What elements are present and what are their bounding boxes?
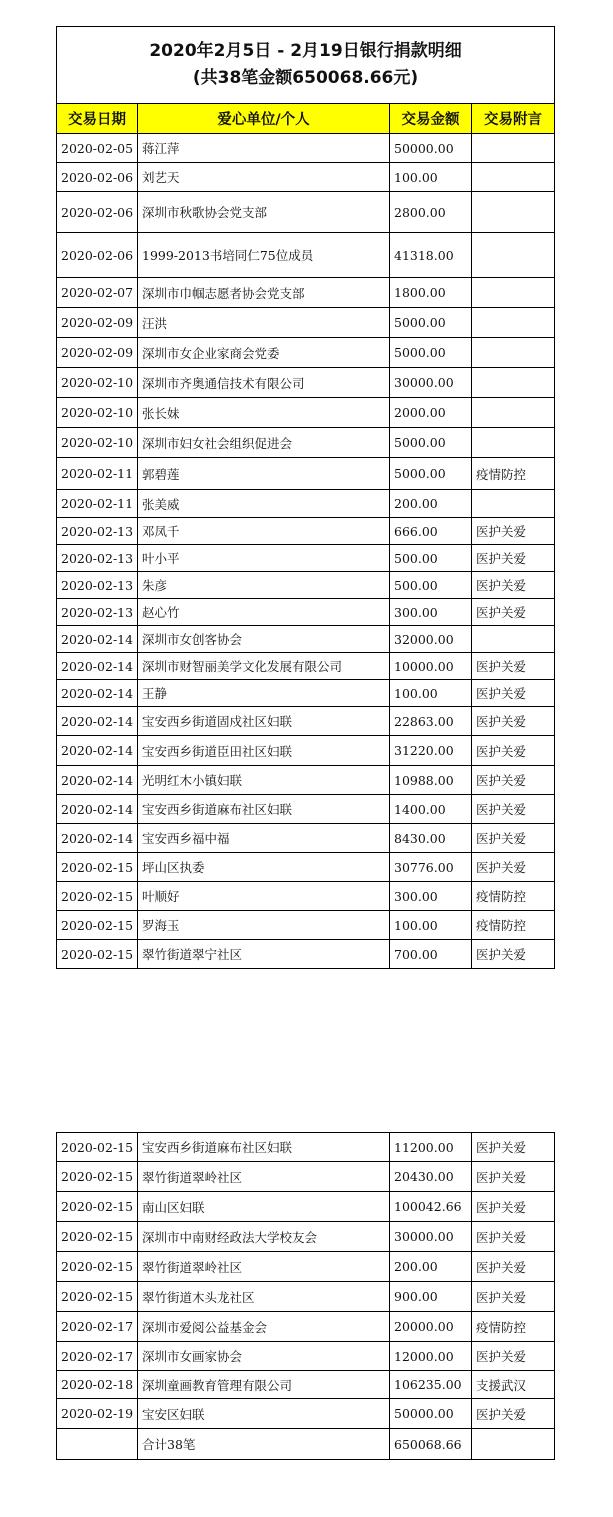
note-cell (472, 163, 555, 192)
date-cell: 2020-02-05 (57, 134, 138, 163)
date-cell: 2020-02-15 (57, 911, 138, 940)
note-cell: 支援武汉 (472, 1371, 555, 1399)
note-cell (472, 368, 555, 398)
note-cell: 医护关爱 (472, 853, 555, 882)
table-row (57, 163, 555, 192)
note-cell: 医护关爱 (472, 1162, 555, 1192)
donation-table-page-1 (56, 26, 555, 969)
donor-cell: 赵心竹 (138, 599, 390, 626)
amount-cell: 8430.00 (390, 824, 472, 853)
donor-cell: 罗海玉 (138, 911, 390, 940)
note-cell: 医护关爱 (472, 736, 555, 766)
donor-cell: 张长妹 (138, 398, 390, 428)
amount-cell: 100042.66 (390, 1192, 472, 1222)
donor-cell: 邓凤千 (138, 518, 390, 545)
amount-cell: 1400.00 (390, 795, 472, 824)
date-cell: 2020-02-15 (57, 1133, 138, 1162)
amount-cell: 50000.00 (390, 134, 472, 163)
total-date-cell (57, 1429, 138, 1460)
note-cell: 医护关爱 (472, 599, 555, 626)
amount-cell: 300.00 (390, 882, 472, 911)
table-row (57, 736, 555, 766)
donor-cell: 叶顺好 (138, 882, 390, 911)
note-cell: 医护关爱 (472, 572, 555, 599)
total-note-cell (472, 1429, 555, 1460)
date-cell: 2020-02-10 (57, 398, 138, 428)
donor-cell: 深圳市秋歌协会党支部 (138, 192, 390, 233)
donor-cell: 深圳市女创客协会 (138, 626, 390, 653)
table-row (57, 398, 555, 428)
table-row (57, 911, 555, 940)
date-cell: 2020-02-06 (57, 163, 138, 192)
amount-cell: 10988.00 (390, 766, 472, 795)
date-cell: 2020-02-15 (57, 940, 138, 969)
date-cell: 2020-02-10 (57, 368, 138, 398)
table-row (57, 518, 555, 545)
table-row (57, 545, 555, 572)
amount-cell: 5000.00 (390, 308, 472, 338)
date-cell: 2020-02-11 (57, 458, 138, 490)
note-cell (472, 490, 555, 518)
note-cell (472, 428, 555, 458)
donor-cell: 宝安西乡街道固戍社区妇联 (138, 707, 390, 736)
table-row (57, 1282, 555, 1312)
table-row (57, 626, 555, 653)
donor-cell: 深圳市齐奥通信技术有限公司 (138, 368, 390, 398)
title-line-1: 2020年2月5日 - 2月19日银行捐款明细 (149, 41, 462, 61)
note-cell (472, 233, 555, 278)
donor-cell: 南山区妇联 (138, 1192, 390, 1222)
note-cell: 医护关爱 (472, 1192, 555, 1222)
note-cell: 医护关爱 (472, 940, 555, 969)
donor-cell: 翠竹街道翠宁社区 (138, 940, 390, 969)
donor-cell: 深圳市爱阅公益基金会 (138, 1312, 390, 1342)
donor-cell: 朱彦 (138, 572, 390, 599)
table-row (57, 766, 555, 795)
table-row (57, 653, 555, 680)
date-cell: 2020-02-14 (57, 680, 138, 707)
table-row (57, 490, 555, 518)
table-row (57, 824, 555, 853)
table-row (57, 707, 555, 736)
donor-cell: 深圳市女画家协会 (138, 1342, 390, 1371)
donor-cell: 翠竹街道翠岭社区 (138, 1162, 390, 1192)
table-row (57, 233, 555, 278)
amount-cell: 2000.00 (390, 398, 472, 428)
amount-cell: 500.00 (390, 545, 472, 572)
date-cell: 2020-02-14 (57, 707, 138, 736)
donor-cell: 郭碧莲 (138, 458, 390, 490)
note-cell (472, 308, 555, 338)
amount-cell: 100.00 (390, 680, 472, 707)
amount-cell: 20430.00 (390, 1162, 472, 1192)
date-cell: 2020-02-19 (57, 1399, 138, 1429)
donor-cell: 深圳市中南财经政法大学校友会 (138, 1222, 390, 1252)
note-cell: 疫情防控 (472, 458, 555, 490)
table-row (57, 853, 555, 882)
table-row (57, 1252, 555, 1282)
date-cell: 2020-02-06 (57, 233, 138, 278)
amount-cell: 30000.00 (390, 368, 472, 398)
date-cell: 2020-02-17 (57, 1312, 138, 1342)
note-cell (472, 192, 555, 233)
donor-cell: 宝安西乡福中福 (138, 824, 390, 853)
table-row (57, 940, 555, 969)
table-row (57, 1371, 555, 1399)
donor-cell: 宝安西乡街道麻布社区妇联 (138, 1133, 390, 1162)
table-row (57, 1399, 555, 1429)
table-row (57, 134, 555, 163)
note-cell: 医护关爱 (472, 766, 555, 795)
table-row (57, 572, 555, 599)
table-row (57, 458, 555, 490)
amount-cell: 30776.00 (390, 853, 472, 882)
donor-cell: 1999-2013书培同仁75位成员 (138, 233, 390, 278)
note-cell: 医护关爱 (472, 1282, 555, 1312)
table-row (57, 1342, 555, 1371)
amount-cell: 5000.00 (390, 428, 472, 458)
date-cell: 2020-02-14 (57, 766, 138, 795)
table-row (57, 338, 555, 368)
amount-cell: 12000.00 (390, 1342, 472, 1371)
table-row (57, 428, 555, 458)
date-cell: 2020-02-09 (57, 338, 138, 368)
amount-cell: 666.00 (390, 518, 472, 545)
date-cell: 2020-02-15 (57, 882, 138, 911)
note-cell: 疫情防控 (472, 1312, 555, 1342)
date-cell: 2020-02-14 (57, 626, 138, 653)
date-cell: 2020-02-07 (57, 278, 138, 308)
date-cell: 2020-02-15 (57, 1282, 138, 1312)
amount-cell: 106235.00 (390, 1371, 472, 1399)
donor-cell: 蒋江萍 (138, 134, 390, 163)
note-cell: 医护关爱 (472, 824, 555, 853)
note-cell (472, 134, 555, 163)
table-row (57, 308, 555, 338)
donor-cell: 宝安区妇联 (138, 1399, 390, 1429)
amount-cell: 11200.00 (390, 1133, 472, 1162)
amount-cell: 41318.00 (390, 233, 472, 278)
donor-cell: 宝安西乡街道臣田社区妇联 (138, 736, 390, 766)
donor-cell: 刘艺天 (138, 163, 390, 192)
table-row (57, 1133, 555, 1162)
donor-cell: 汪洪 (138, 308, 390, 338)
date-cell: 2020-02-06 (57, 192, 138, 233)
donor-cell: 深圳市妇女社会组织促进会 (138, 428, 390, 458)
amount-cell: 200.00 (390, 1252, 472, 1282)
header-date: 交易日期 (57, 104, 138, 134)
donor-cell: 翠竹街道翠岭社区 (138, 1252, 390, 1282)
note-cell: 医护关爱 (472, 680, 555, 707)
amount-cell: 50000.00 (390, 1399, 472, 1429)
header-amount: 交易金额 (390, 104, 472, 134)
date-cell: 2020-02-09 (57, 308, 138, 338)
table-row (57, 882, 555, 911)
donor-cell: 光明红木小镇妇联 (138, 766, 390, 795)
date-cell: 2020-02-15 (57, 853, 138, 882)
table-row (57, 599, 555, 626)
table-row (57, 795, 555, 824)
table-title (57, 27, 555, 104)
amount-cell: 2800.00 (390, 192, 472, 233)
date-cell: 2020-02-18 (57, 1371, 138, 1399)
amount-cell: 20000.00 (390, 1312, 472, 1342)
donation-table-page-2 (56, 1132, 555, 1460)
note-cell (472, 398, 555, 428)
title-line-2: (共38笔金额650068.66元) (192, 68, 419, 88)
header-row (57, 104, 555, 134)
note-cell: 疫情防控 (472, 882, 555, 911)
note-cell (472, 278, 555, 308)
donor-cell: 坪山区执委 (138, 853, 390, 882)
date-cell: 2020-02-13 (57, 572, 138, 599)
note-cell: 医护关爱 (472, 1399, 555, 1429)
donor-cell: 宝安西乡街道麻布社区妇联 (138, 795, 390, 824)
note-cell: 医护关爱 (472, 653, 555, 680)
date-cell: 2020-02-14 (57, 736, 138, 766)
amount-cell: 200.00 (390, 490, 472, 518)
header-note: 交易附言 (472, 104, 555, 134)
amount-cell: 10000.00 (390, 653, 472, 680)
amount-cell: 1800.00 (390, 278, 472, 308)
table-row (57, 1192, 555, 1222)
total-label-cell: 合计38笔 (138, 1429, 390, 1460)
amount-cell: 5000.00 (390, 458, 472, 490)
donor-cell: 深圳市女企业家商会党委 (138, 338, 390, 368)
donor-cell: 张美威 (138, 490, 390, 518)
table-row (57, 278, 555, 308)
note-cell: 医护关爱 (472, 545, 555, 572)
total-amount-cell: 650068.66 (390, 1429, 472, 1460)
amount-cell: 31220.00 (390, 736, 472, 766)
table-row (57, 1312, 555, 1342)
date-cell: 2020-02-13 (57, 545, 138, 572)
date-cell: 2020-02-15 (57, 1222, 138, 1252)
date-cell: 2020-02-17 (57, 1342, 138, 1371)
note-cell (472, 626, 555, 653)
note-cell: 医护关爱 (472, 1252, 555, 1282)
note-cell (472, 338, 555, 368)
amount-cell: 300.00 (390, 599, 472, 626)
amount-cell: 32000.00 (390, 626, 472, 653)
amount-cell: 700.00 (390, 940, 472, 969)
amount-cell: 900.00 (390, 1282, 472, 1312)
table-row (57, 680, 555, 707)
note-cell: 疫情防控 (472, 911, 555, 940)
date-cell: 2020-02-13 (57, 518, 138, 545)
table-row (57, 1162, 555, 1192)
donor-cell: 王静 (138, 680, 390, 707)
amount-cell: 22863.00 (390, 707, 472, 736)
donor-cell: 深圳童画教育管理有限公司 (138, 1371, 390, 1399)
date-cell: 2020-02-15 (57, 1162, 138, 1192)
donor-cell: 深圳市巾帼志愿者协会党支部 (138, 278, 390, 308)
date-cell: 2020-02-10 (57, 428, 138, 458)
donor-cell: 翠竹街道木头龙社区 (138, 1282, 390, 1312)
date-cell: 2020-02-14 (57, 795, 138, 824)
donor-cell: 深圳市财智丽美学文化发展有限公司 (138, 653, 390, 680)
date-cell: 2020-02-13 (57, 599, 138, 626)
note-cell: 医护关爱 (472, 518, 555, 545)
donor-cell: 叶小平 (138, 545, 390, 572)
amount-cell: 100.00 (390, 163, 472, 192)
note-cell: 医护关爱 (472, 707, 555, 736)
table-row (57, 368, 555, 398)
header-donor: 爱心单位/个人 (138, 104, 390, 134)
date-cell: 2020-02-11 (57, 490, 138, 518)
date-cell: 2020-02-14 (57, 824, 138, 853)
date-cell: 2020-02-15 (57, 1192, 138, 1222)
date-cell: 2020-02-14 (57, 653, 138, 680)
note-cell: 医护关爱 (472, 1133, 555, 1162)
table-row (57, 192, 555, 233)
note-cell: 医护关爱 (472, 1222, 555, 1252)
date-cell: 2020-02-15 (57, 1252, 138, 1282)
total-row (57, 1429, 555, 1460)
amount-cell: 100.00 (390, 911, 472, 940)
table-row (57, 1222, 555, 1252)
amount-cell: 5000.00 (390, 338, 472, 368)
amount-cell: 30000.00 (390, 1222, 472, 1252)
note-cell: 医护关爱 (472, 1342, 555, 1371)
amount-cell: 500.00 (390, 572, 472, 599)
note-cell: 医护关爱 (472, 795, 555, 824)
